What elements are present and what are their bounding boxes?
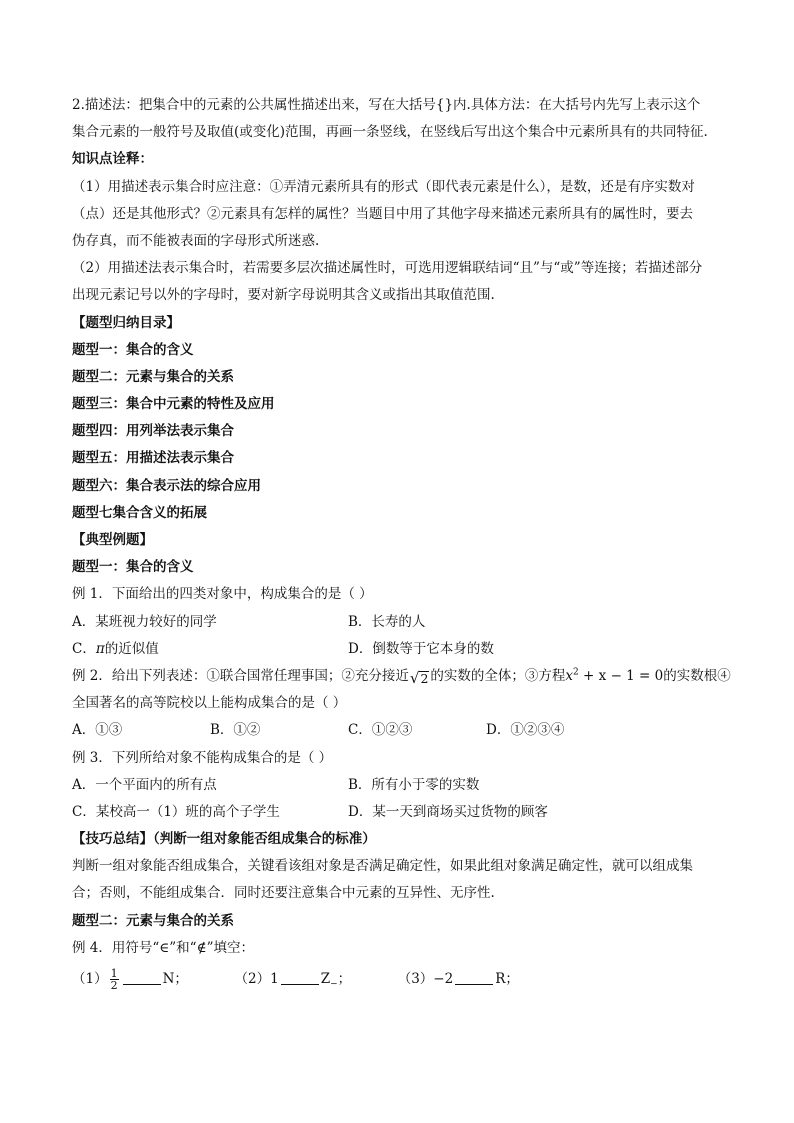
example-2-stem-line-2: 全国著名的高等院校以上能构成集合的是（ ）	[72, 695, 347, 712]
catalog-item: 题型四：用列举法表示集合	[72, 423, 234, 440]
example-2-option-b: B．①②	[210, 722, 261, 739]
example-1-options-row-1	[72, 609, 728, 636]
skill-line-1: 判断一组对象能否组成集合，关键看该组对象是否满足确定性，如果此组对象满足确定性，就可以组成集	[72, 858, 693, 875]
item-2-end: ；	[337, 971, 352, 987]
catalog-item: 题型二：元素与集合的关系	[72, 368, 234, 385]
catalog-item: 题型三：集合中元素的特性及应用	[72, 396, 275, 413]
catalog-item: 题型七集合含义的拓展	[72, 504, 207, 521]
sqrt-expression	[409, 668, 430, 687]
option-c-prefix: C．	[72, 640, 96, 657]
radicand: 2	[420, 670, 429, 686]
catalog-item: 题型一：集合的含义	[72, 341, 194, 358]
catalog-heading: 【题型归纳目录】	[72, 314, 180, 331]
example-2-options	[72, 717, 728, 744]
catalog-item: 题型六：集合表示法的综合应用	[72, 477, 261, 494]
explain-p2-line-2: 出现元素记号以外的字母时，要对新字母说明其含义或指出其取值范围.	[72, 287, 495, 304]
item-1-label: （1）	[72, 971, 108, 987]
skill-line-2: 合；否则，不能组成集合．同时还要注意集合中元素的互异性、无序性.	[72, 885, 495, 902]
example-2-stem-line-1	[72, 663, 731, 690]
intro-line-1: 2.描述法：把集合中的元素的公共属性描述出来，写在大括号{}内.具体方法：在大括号内先写上表示这个	[72, 97, 701, 113]
example-2-option-d: D．①②③④	[486, 722, 565, 739]
example-3-options-row-1	[72, 772, 728, 799]
examples-heading: 【典型例题】	[72, 532, 153, 548]
skill-heading	[72, 826, 728, 853]
explain-p1-line-2: （点）还是其他形式？②元素具有怎样的属性？当题目中用了其他字母来描述元素所具有的属性时，要去	[72, 205, 693, 222]
type2-heading: 题型二：元素与集合的关系	[72, 912, 234, 929]
example-1-option-c	[72, 636, 348, 663]
example-3-options-row-2	[72, 799, 728, 826]
example-2-text-2: 的实数的全体；③方程	[430, 667, 566, 684]
item-2-subscript: −	[330, 979, 338, 990]
explain-p2-line-1: （2）用描述法表示集合时，若需要多层次描述属性时，可选用逻辑联结词“且”与“或”等连接；若描述部分	[72, 260, 703, 277]
equation-rest: + x − 1 = 0	[578, 667, 664, 684]
catalog-item: 题型五：用描述法表示集合	[72, 450, 234, 467]
skill-heading-text: 【技巧总结】（判断一组对象能否组成集合的标准）	[72, 831, 376, 848]
pi-symbol: π	[95, 640, 105, 657]
document-page	[72, 92, 731, 996]
example-4-items	[72, 962, 728, 996]
explain-p1-line-3: 伪存真，而不能被表面的字母形式所迷惑.	[72, 232, 320, 249]
example-2-option-a: A．①③	[72, 722, 123, 739]
answer-blank-1[interactable]	[123, 970, 161, 985]
example-1-option-a: A．某班视力较好的同学	[72, 613, 217, 630]
option-c-suffix: 的近似值	[104, 640, 159, 657]
example-2-text-3: 的实数根④	[663, 667, 731, 684]
fraction-numerator: 1	[110, 967, 118, 980]
item-3-label: （3）−2	[397, 971, 454, 987]
example-1-options-row-2	[72, 636, 728, 663]
fraction-denominator: 2	[110, 979, 118, 992]
example-3-option-a: A．一个平面内的所有点	[72, 776, 217, 793]
example-2-text-1: 例 2．给出下列表述：①联合国常任理事国；②充分接近	[72, 667, 409, 684]
example-2-option-c: C．①②③	[348, 722, 413, 739]
example-3-option-c: C．某校高一（1）班的高个子学生	[72, 803, 280, 820]
intro-line-2: 集合元素的一般符号及取值(或变化)范围，再画一条竖线，在竖线后写出这个集合中元素所具有的共同特征.	[72, 124, 708, 141]
equation-variable: x	[565, 667, 574, 684]
example-3-option-b: B．所有小于零的实数	[348, 776, 480, 793]
equation-exponent: 2	[573, 667, 579, 678]
item-2-set: Z	[320, 971, 331, 987]
example-1-option-d: D．倒数等于它本身的数	[348, 640, 494, 657]
explain-p1-line-1: （1）用描述表示集合时应注意：①弄清元素所具有的形式（即代表元素是什么），是数，还是有序实数对	[72, 178, 695, 195]
example-1-option-b: B．长寿的人	[348, 613, 426, 630]
type1-heading: 题型一：集合的含义	[72, 559, 194, 576]
example-3-option-d: D．某一天到商场买过货物的顾客	[348, 803, 548, 820]
answer-blank-3[interactable]	[455, 970, 493, 985]
item-2-label: （2）1	[234, 971, 279, 987]
item-1-set: N；	[162, 971, 188, 987]
example-1-stem: 例 1．下面给出的四类对象中，构成集合的是（ ）	[72, 586, 373, 603]
example-3-stem: 例 3．下列所给对象不能构成集合的是（ ）	[72, 749, 333, 766]
answer-blank-2[interactable]	[281, 970, 319, 985]
radical-sign-icon: √	[409, 668, 420, 687]
fraction-one-half	[110, 968, 119, 991]
example-4-stem: 例 4．用符号“∈”和“∉”填空：	[72, 939, 254, 956]
item-3-set: R；	[495, 971, 519, 987]
explain-heading: 知识点诠释：	[72, 151, 153, 168]
